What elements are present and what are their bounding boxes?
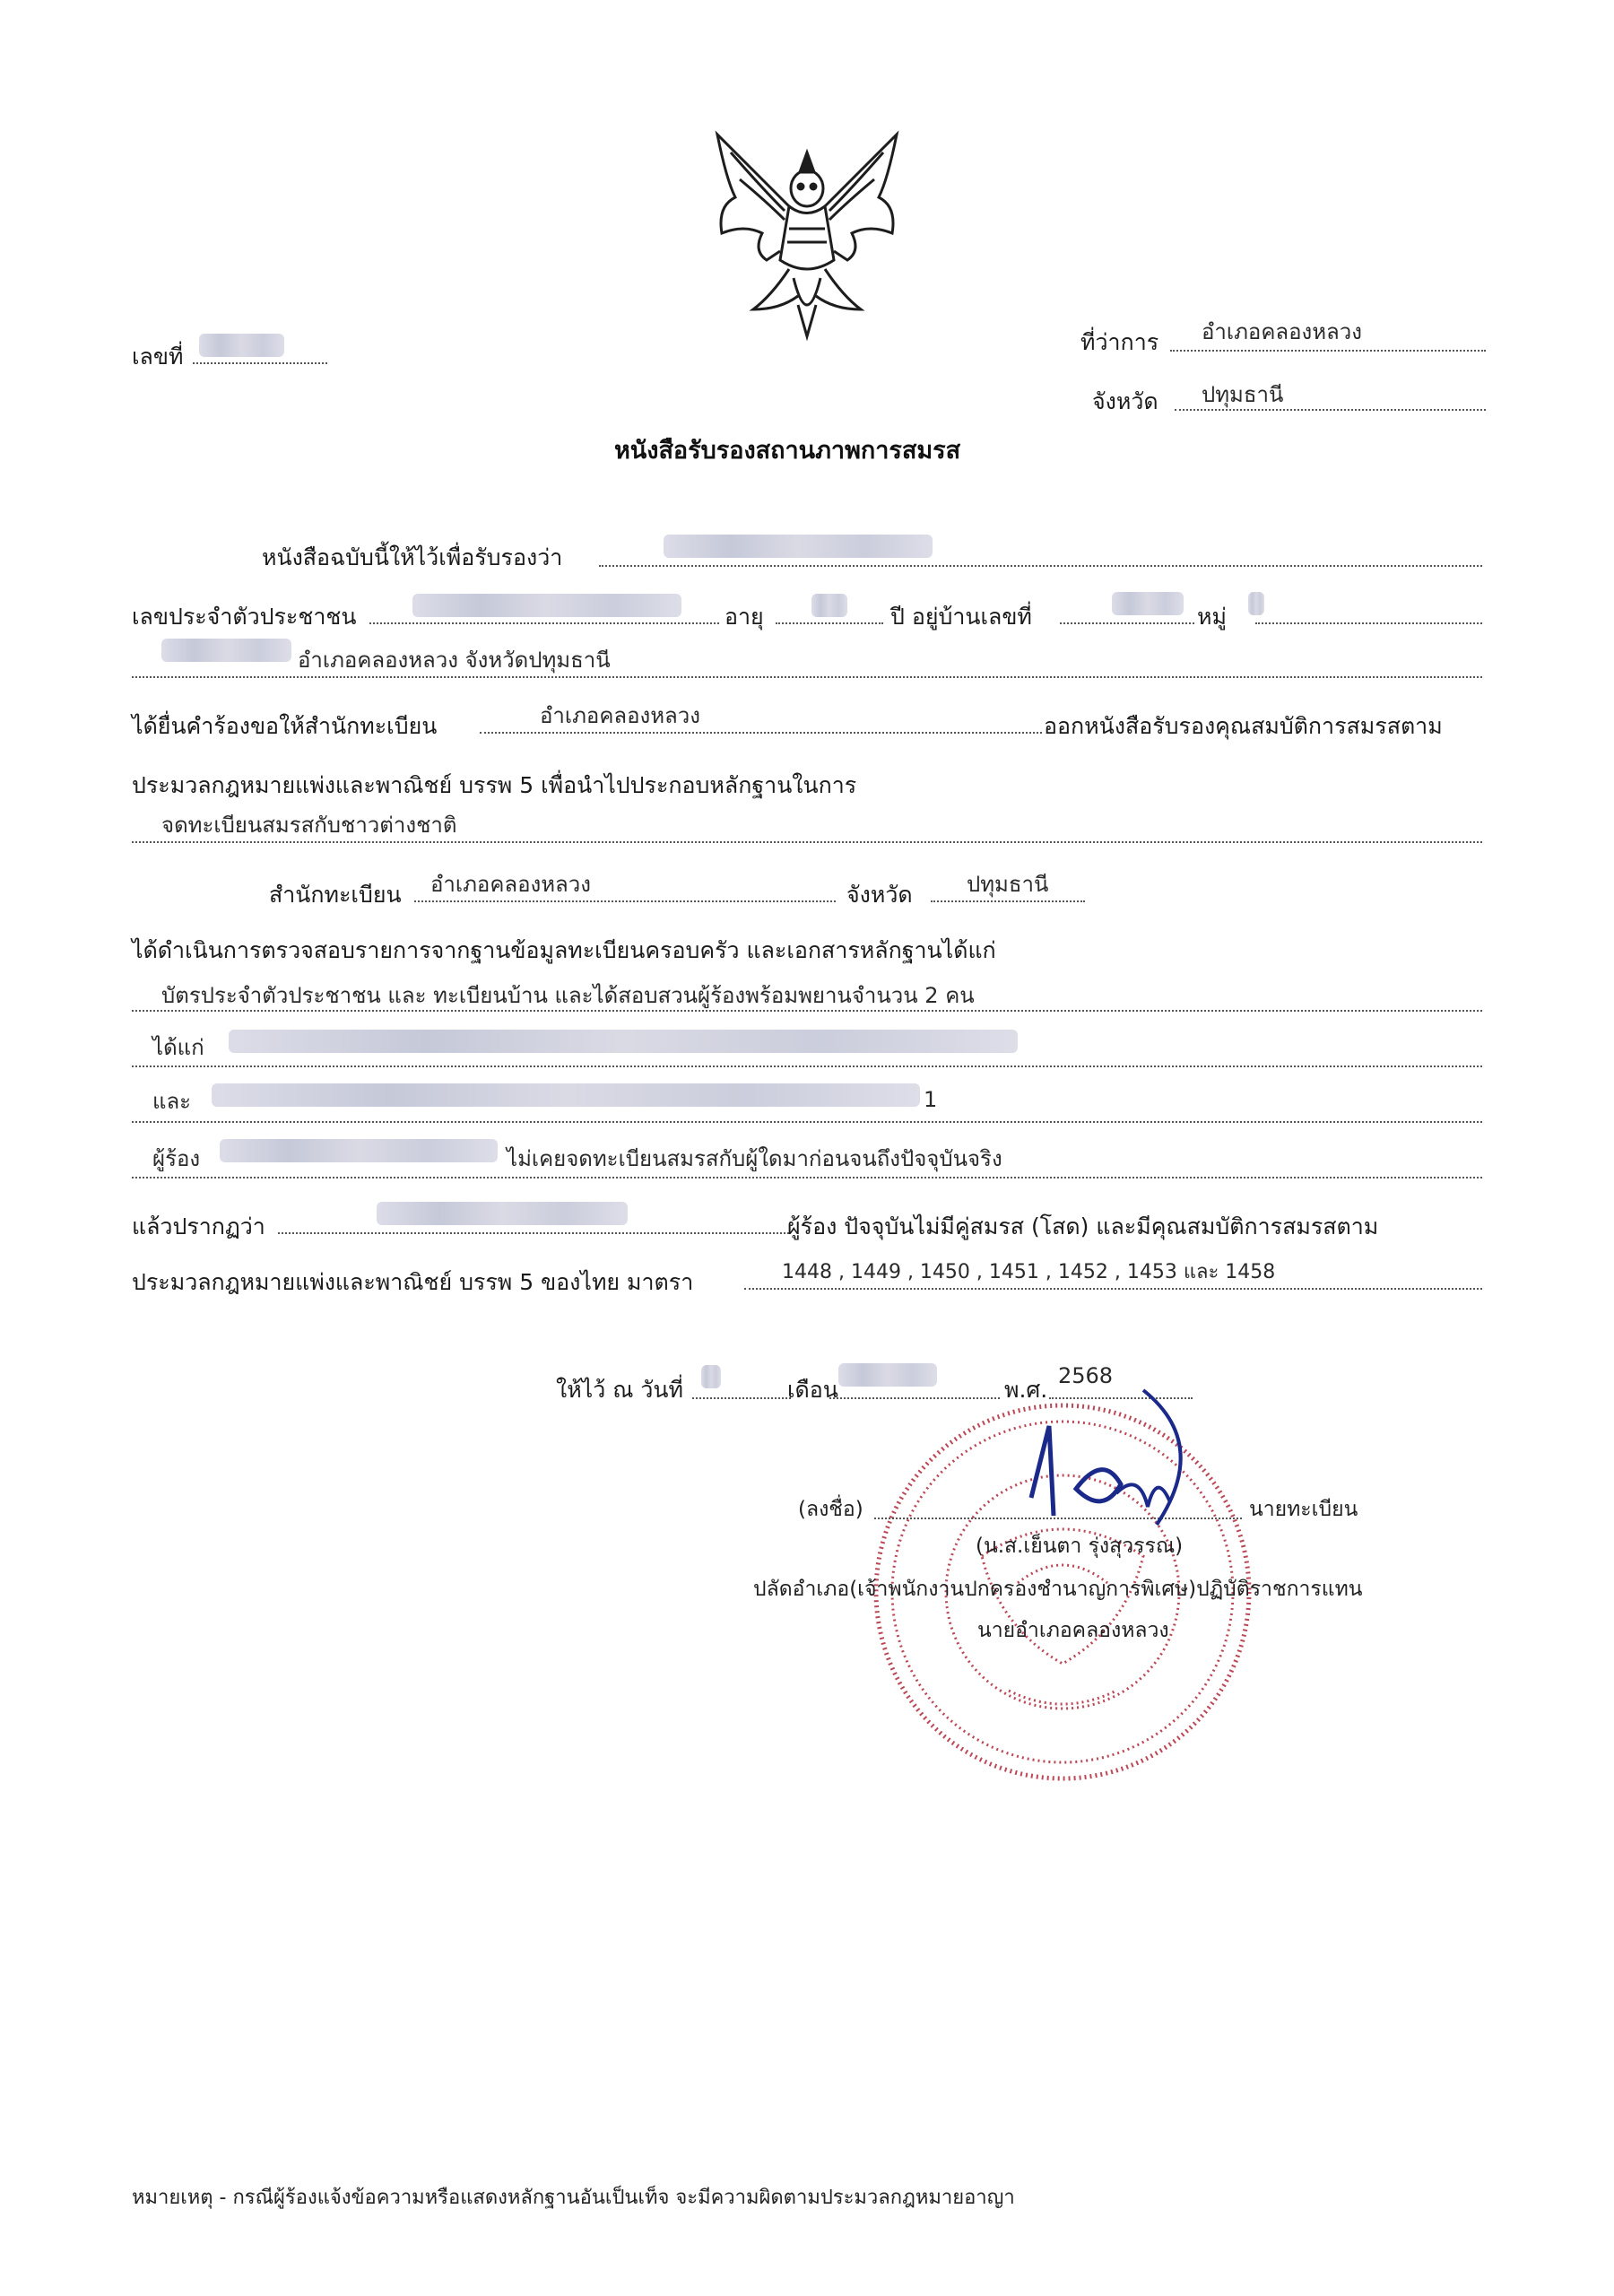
doc-number-dots	[193, 362, 327, 364]
filed-label: ได้ยื่นคำร้องขอให้สำนักทะเบียน	[132, 713, 438, 739]
registrar-office-value: อำเภอคลองหลวง	[430, 872, 591, 897]
registrar-role: นายทะเบียน	[1249, 1498, 1358, 1521]
sections-value: 1448 , 1449 , 1450 , 1451 , 1452 , 1453 และ 1458	[782, 1261, 1276, 1283]
id-dots	[369, 622, 719, 624]
witness2-redacted	[212, 1083, 920, 1107]
registrar-province-value: ปทุมธานี	[967, 872, 1049, 897]
moo-label: หมู่	[1197, 604, 1227, 630]
purpose: จดทะเบียนสมรสกับชาวต่างชาติ	[161, 813, 457, 838]
sections-dots	[744, 1288, 1482, 1290]
subdistrict-redacted	[161, 639, 291, 662]
name-redacted	[664, 535, 933, 558]
day-redacted	[701, 1365, 721, 1388]
id-redacted	[412, 594, 681, 617]
moo-dots	[1255, 622, 1482, 624]
sign-label: (ลงชื่อ)	[798, 1498, 863, 1521]
appears-label: แล้วปรากฏว่า	[132, 1213, 265, 1239]
province-dots	[1175, 409, 1486, 411]
signer-name: (น.ส.เย็นตา รุ่งสุวรรณ)	[976, 1535, 1184, 1558]
handwritten-signature-icon	[1004, 1372, 1219, 1543]
age-label: อายุ	[725, 604, 764, 630]
filed-dots	[480, 732, 1042, 734]
moo-redacted	[1248, 592, 1264, 615]
office-value: อำเภอคลองหลวง	[1202, 319, 1362, 344]
office-label: ที่ว่าการ	[1080, 329, 1159, 355]
sections-label: ประมวลกฎหมายแพ่งและพาณิชย์ บรรพ 5 ของไทย มาตรา	[132, 1269, 694, 1295]
applicant-redacted	[220, 1139, 498, 1162]
day-dots	[692, 1397, 791, 1399]
position-line1: ปลัดอำเภอ(เจ้าพนักงานปกครองชำนาญการพิเศษ)ปฏิบัติราชการแทน	[753, 1578, 1363, 1601]
position-line2: นายอำเภอคลองหลวง	[977, 1619, 1169, 1642]
registrar-province-dots	[931, 900, 1085, 902]
year-value: 2568	[1058, 1363, 1114, 1388]
house-no-redacted	[1112, 592, 1184, 615]
house-dots	[1060, 622, 1194, 624]
registrar-province-label: จังหวัด	[846, 882, 913, 908]
status-text: ผู้ร้อง ปัจจุบันไม่มีคู่สมรส (โสด) และมีคุณสมบัติการสมรสตาม	[787, 1213, 1379, 1239]
purpose-dots	[132, 841, 1482, 843]
applicant-dots	[132, 1177, 1482, 1178]
district-line: อำเภอคลองหลวง จังหวัดปทุมธานี	[298, 648, 611, 673]
checked-line: ได้ดำเนินการตรวจสอบรายการจากฐานข้อมูลทะเบียนครอบครัว และเอกสารหลักฐานได้แก่	[132, 937, 996, 963]
applicant-label: ผู้ร้อง	[152, 1146, 201, 1171]
month-redacted	[838, 1363, 937, 1387]
document-title: หนังสือรับรองสถานภาพการสมรส	[614, 437, 961, 465]
age-dots	[776, 622, 883, 624]
witness2-dots	[132, 1121, 1482, 1123]
registrar-office-dots	[414, 900, 836, 902]
given-label: ให้ไว้ ณ วันที่	[556, 1377, 683, 1403]
filed-office: อำเภอคลองหลวง	[540, 703, 700, 728]
doc-number-label: เลขที่	[132, 344, 184, 370]
garuda-emblem-icon	[699, 117, 915, 350]
never-married: ไม่เคยจดทะเบียนสมรสกับผู้ใดมาก่อนจนถึงปัจจุบันจริง	[507, 1146, 1002, 1171]
witness2-label: และ	[152, 1089, 192, 1114]
documents: บัตรประจำตัวประชาชน และ ทะเบียนบ้าน และได้สอบสวนผู้ร้องพร้อมพยานจำนวน 2 คน	[161, 983, 975, 1008]
witness1-redacted	[229, 1030, 1018, 1053]
appears-dots	[278, 1232, 789, 1234]
witness2-suffix: 1	[924, 1087, 938, 1112]
month-label: เดือน	[787, 1377, 838, 1403]
footer-note: หมายเหตุ - กรณีผู้ร้องแจ้งข้อความหรือแสดงหลักฐานอันเป็นเท็จ จะมีความผิดตามประมวลกฎหมายอาญา	[132, 2187, 1015, 2209]
id-label: เลขประจำตัวประชาชน	[132, 604, 357, 630]
year-label: พ.ศ.	[1004, 1377, 1048, 1403]
witness1-dots	[132, 1065, 1482, 1067]
line3-dots	[132, 676, 1482, 678]
documents-dots	[132, 1010, 1482, 1012]
registrar-office-label: สำนักทะเบียน	[269, 882, 402, 908]
province-value: ปทุมธานี	[1202, 382, 1284, 407]
line1-dots	[599, 565, 1482, 567]
age-redacted	[811, 594, 847, 617]
witness1-label: ได้แก่	[152, 1035, 204, 1060]
cert-intro: หนังสือฉบับนี้ให้ไว้เพื่อรับรองว่า	[262, 544, 563, 570]
law-line: ประมวลกฎหมายแพ่งและพาณิชย์ บรรพ 5 เพื่อนำไปประกอบหลักฐานในการ	[132, 772, 857, 798]
issue-text: ออกหนังสือรับรองคุณสมบัติการสมรสตาม	[1044, 713, 1443, 739]
doc-number-redacted	[199, 334, 284, 357]
province-label: จังหวัด	[1092, 388, 1158, 414]
years-house-label: ปี อยู่บ้านเลขที่	[890, 604, 1032, 630]
office-dots	[1170, 350, 1486, 352]
appears-name-redacted	[377, 1202, 628, 1225]
